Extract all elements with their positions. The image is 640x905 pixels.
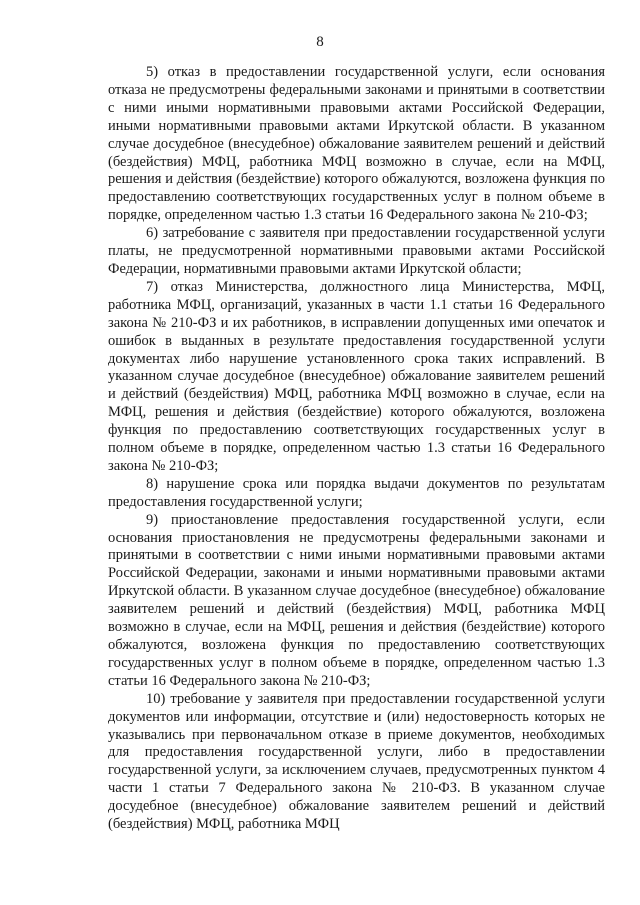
paragraph-item-5: 5) отказ в предоставлении государственной услуги, если основания отказа не предусмотрены федеральными законами и принятыми в соответствии с ними иными нормативными правовыми актами Российской Федерации, иными нормативными правовыми актами Иркутской области. В указанном случае досудебное (внесудебное) обжалование заявителем решений и действий (бездействия) МФЦ, работника МФЦ возможно в случае, если на МФЦ, решения и действия (бездействие) которого обжалуются, возложена функция по предоставлению соответствующих государственных услуг в полном объеме в порядке, определенном частью 1.3 статьи 16 Федерального закона № 210-ФЗ; xyxy=(108,64,605,224)
paragraph-item-8: 8) нарушение срока или порядка выдачи документов по результатам предоставления государственной услуги; xyxy=(108,475,605,510)
paragraph-item-6: 6) затребование с заявителя при предоставлении государственной услуги платы, не предусмотренной нормативными правовыми актами Российской Федерации, нормативными правовыми актами Иркутской области; xyxy=(108,225,605,277)
page-number: 8 xyxy=(316,34,324,50)
paragraph-item-10: 10) требование у заявителя при предоставлении государственной услуги документов или информации, отсутствие и (или) недостоверность которых не указывались при первоначальном отказе в приеме документов, необходимых для предоставления государственной услуги, либо в предоставлении государственной услуги, за исключением случаев, предусмотренных пунктом 4 части 1 статьи 7 Федерального закона № 210-ФЗ. В указанном случае досудебное (внесудебное) обжалование заявителем решений и действий (бездействия) МФЦ, работника МФЦ xyxy=(108,690,605,833)
document-body xyxy=(108,64,605,834)
paragraph-item-9: 9) приостановление предоставления государственной услуги, если основания приостановления не предусмотрены федеральными законами и принятыми в соответствии с ними иными нормативными правовыми актами Российской Федерации, законами и иными нормативными правовыми актами Иркутской области. В указанном случае досудебное (внесудебное) обжалование заявителем решений и действий (бездействия) МФЦ, работника МФЦ возможно в случае, если на МФЦ, решения и действия (бездействие) которого обжалуются, возложена функция по предоставлению соответствующих государственных услуг в полном объеме в порядке, определенном частью 1.3 статьи 16 Федерального закона № 210-ФЗ; xyxy=(108,511,605,689)
paragraph-item-7: 7) отказ Министерства, должностного лица Министерства, МФЦ, работника МФЦ, организаций, указанных в части 1.1 статьи 16 Федерального закона № 210-ФЗ и их работников, в исправлении допущенных ими опечаток и ошибок в выданных в результате предоставления государственной услуги документах либо нарушение установленного срока таких исправлений. В указанном случае досудебное (внесудебное) обжалование заявителем решений и действий (бездействия) МФЦ, работника МФЦ возможно в случае, если на МФЦ, решения и действия (бездействие) которого обжалуются, возложена функция по предоставлению соответствующих государственных услуг в полном объеме в порядке, определенном частью 1.3 статьи 16 Федерального закона № 210-ФЗ; xyxy=(108,278,605,474)
